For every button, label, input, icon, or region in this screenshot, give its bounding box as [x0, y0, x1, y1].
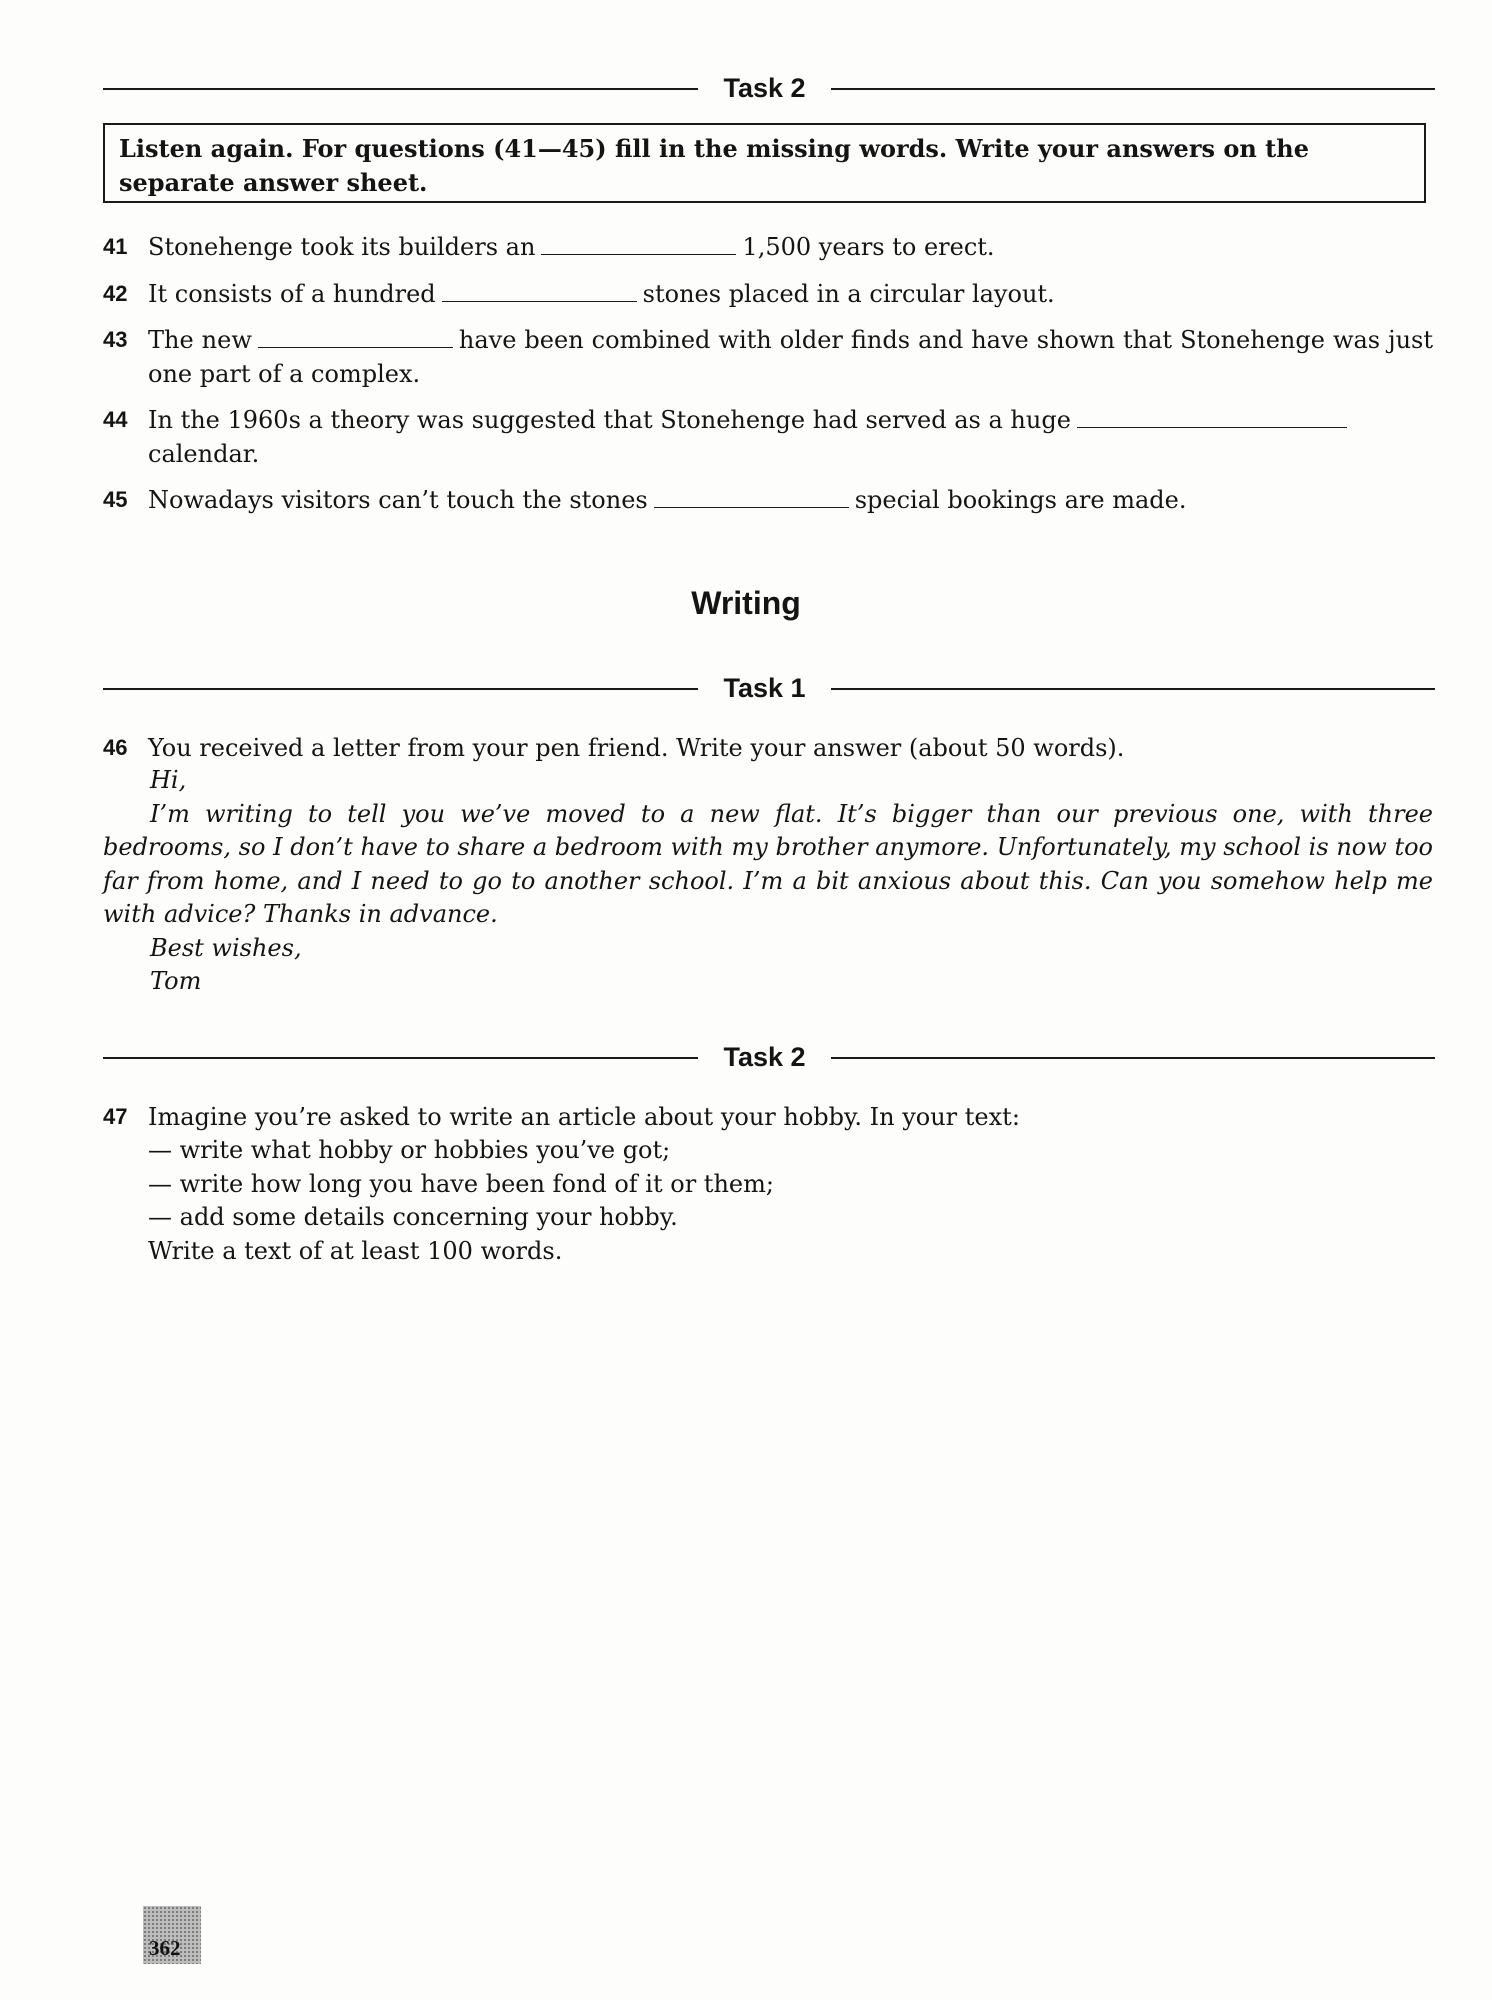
question-45	[103, 483, 1433, 517]
text-after-blank: have been combined with older finds and have shown that Stonehenge was just one part of a complex.	[148, 326, 1434, 388]
listening-task2-header	[103, 68, 1435, 108]
question-number: 46	[103, 735, 128, 760]
answer-blank	[1077, 407, 1347, 428]
text-after-blank: special bookings are made.	[854, 486, 1187, 514]
task-title: Task 2	[723, 1042, 806, 1072]
header-rule-left	[103, 688, 698, 690]
text-before-blank: Nowadays visitors can’t touch the stones	[148, 486, 648, 514]
text-after-blank: calendar.	[148, 440, 260, 468]
question-46	[103, 731, 1433, 765]
question-text	[148, 403, 1433, 471]
letter-body: I’m writing to tell you we’ve moved to a new flat. It’s bigger than our previous one, with three bedrooms, so I don’t have to share a bedroom with my brother anymore. Unfortunately, my school is now too far from home, and I need to go to another school. I’m a bit anxious about this. Can you somehow help me with advice? Thanks in advance.	[103, 799, 1433, 928]
header-rule-right	[831, 1057, 1435, 1059]
question-text	[148, 230, 1433, 264]
question-number: 41	[103, 234, 128, 259]
pen-friend-letter	[103, 764, 1433, 999]
text-before-blank: In the 1960s a theory was suggested that Stonehenge had served as a huge	[148, 406, 1071, 434]
question-number: 45	[103, 487, 128, 512]
letter-greeting: Hi,	[150, 766, 187, 794]
answer-blank	[541, 234, 736, 255]
task-title: Task 1	[723, 673, 806, 703]
question-text: Imagine you’re asked to write an article about your hobby. In your text:	[148, 1103, 1020, 1131]
text-after-blank: 1,500 years to erect.	[742, 233, 995, 261]
letter-signature: Tom	[150, 967, 202, 995]
list-item: — write how long you have been fond of it or them;	[148, 1169, 774, 1198]
header-rule-right	[831, 688, 1435, 690]
question-47	[103, 1100, 1433, 1134]
answer-blank	[654, 487, 849, 508]
text-before-blank: It consists of a hundred	[148, 280, 436, 308]
header-rule-right	[831, 88, 1435, 90]
question-number: 42	[103, 281, 128, 306]
question-44	[103, 403, 1433, 471]
task47-points	[148, 1134, 1428, 1268]
question-number: 43	[103, 327, 128, 352]
header-rule-left	[103, 1057, 698, 1059]
instruction-box: Listen again. For questions (41—45) fill in the missing words. Write your answers on the separate answer sheet.	[103, 123, 1426, 203]
list-item: — add some details concerning your hobby.	[148, 1203, 678, 1231]
question-42	[103, 277, 1433, 311]
letter-closing: Best wishes,	[150, 933, 302, 962]
question-number: 44	[103, 407, 128, 432]
text-after-blank: stones placed in a circular layout.	[642, 280, 1055, 308]
header-rule-left	[103, 88, 698, 90]
answer-blank	[258, 327, 453, 348]
text-before-blank: The new	[148, 326, 252, 354]
question-text: You received a letter from your pen friend. Write your answer (about 50 words).	[148, 734, 1125, 762]
question-text	[148, 277, 1433, 311]
question-43	[103, 323, 1433, 391]
section-title-writing: Writing	[691, 585, 801, 621]
question-41	[103, 230, 1433, 264]
writing-task1-header	[103, 668, 1435, 708]
task-title: Task 2	[723, 73, 806, 103]
question-number: 47	[103, 1104, 128, 1129]
page-number-text: 362	[149, 1936, 181, 1960]
text-before-blank: Stonehenge took its builders an	[148, 233, 536, 261]
page-number	[143, 1906, 201, 1964]
writing-task2-header	[103, 1037, 1435, 1077]
question-text	[148, 483, 1433, 517]
answer-blank	[442, 281, 637, 302]
task47-final-line: Write a text of at least 100 words.	[148, 1236, 563, 1265]
list-item: — write what hobby or hobbies you’ve got;	[148, 1136, 671, 1164]
question-text	[148, 323, 1433, 391]
